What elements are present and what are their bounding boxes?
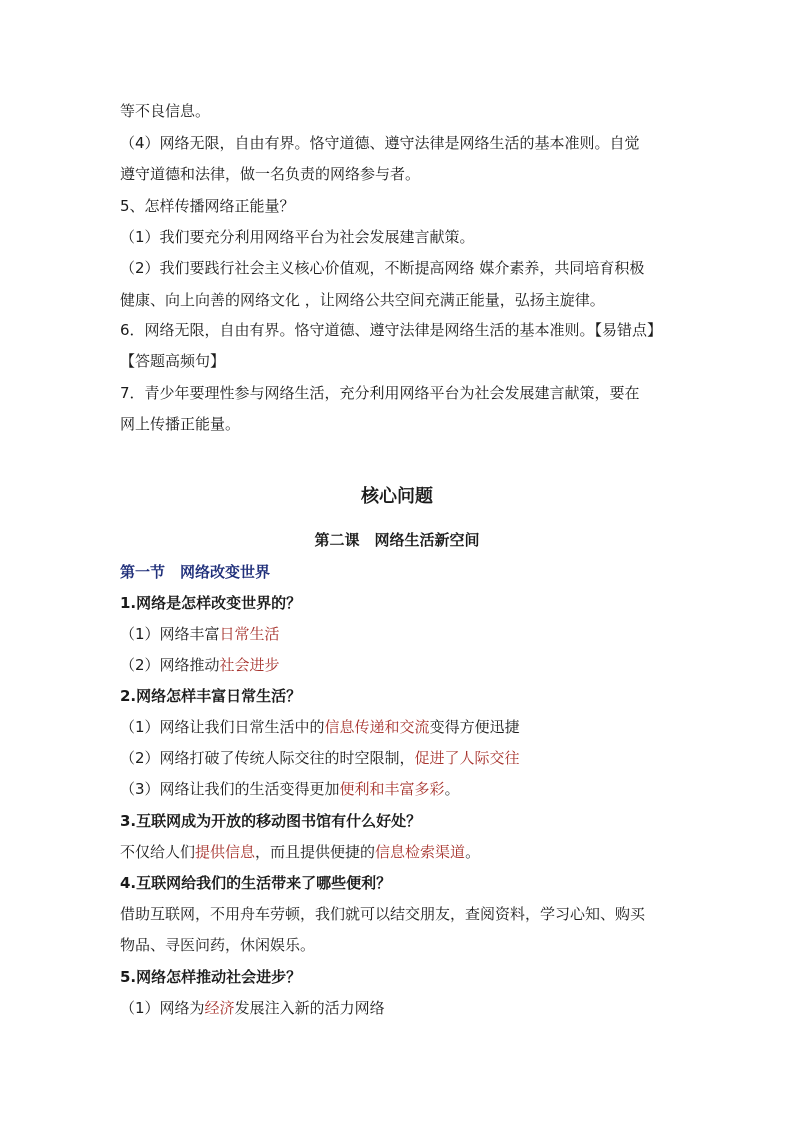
text-line: （1）我们要充分利用网络平台为社会发展建言献策。 bbox=[120, 228, 475, 246]
question-heading: 5、怎样传播网络正能量？ bbox=[120, 197, 295, 215]
question-heading: 1.网络是怎样改变世界的？ bbox=[120, 594, 302, 612]
question-heading: 5.网络怎样推动社会进步？ bbox=[120, 968, 302, 986]
question-heading: 2.网络怎样丰富日常生活？ bbox=[120, 687, 302, 705]
section-heading: 第一节 网络改变世界 bbox=[120, 563, 271, 581]
answer-line: （1）网络为经济发展注入新的活力网络 bbox=[120, 999, 385, 1017]
key-term: 日常生活 bbox=[219, 625, 280, 643]
answer-line: （1）网络让我们日常生活中的信息传递和交流变得方便迅捷 bbox=[120, 718, 520, 736]
text-line: 7．青少年要理性参与网络生活，充分利用网络平台为社会发展建言献策，要在 bbox=[120, 384, 640, 402]
text-line: 健康、向上向善的网络文化 ，让网络公共空间充满正能量，弘扬主旋律。 bbox=[120, 291, 605, 309]
text-line: 遵守道德和法律，做一名负责的网络参与者。 bbox=[120, 165, 421, 183]
key-term: 信息传递和交流 bbox=[324, 718, 430, 736]
answer-line: （2）网络打破了传统人际交往的时空限制，促进了人际交往 bbox=[120, 749, 520, 767]
question-heading: 3.互联网成为开放的移动图书馆有什么好处？ bbox=[120, 812, 422, 830]
answer-line: （1）网络丰富日常生活 bbox=[120, 625, 280, 643]
answer-line: （3）网络让我们的生活变得更加便利和丰富多彩。 bbox=[120, 780, 460, 798]
key-term: 便利和丰富多彩 bbox=[339, 780, 445, 798]
answer-line: 物品、寻医问药，休闲娱乐。 bbox=[120, 936, 316, 954]
text-line: 【答题高频句】 bbox=[120, 352, 226, 370]
page-title: 核心问题 bbox=[361, 486, 433, 507]
text-line: 等不良信息。 bbox=[120, 102, 211, 120]
text-line: 网上传播正能量。 bbox=[120, 415, 241, 433]
key-term: 信息检索渠道 bbox=[375, 843, 466, 861]
answer-line: 借助互联网，不用舟车劳顿，我们就可以结交朋友，查阅资料，学习心知、购买 bbox=[120, 905, 646, 923]
key-term: 提供信息 bbox=[195, 843, 256, 861]
text-line: （4）网络无限，自由有界。恪守道德、遵守法律是网络生活的基本准则。自觉 bbox=[120, 134, 640, 152]
key-term: 经济 bbox=[204, 999, 235, 1017]
question-heading: 4.互联网给我们的生活带来了哪些便利？ bbox=[120, 874, 392, 892]
key-term: 社会进步 bbox=[219, 656, 280, 674]
text-line: 6．网络无限，自由有界。恪守道德、遵守法律是网络生活的基本准则。【易错点】 bbox=[120, 321, 663, 339]
key-term: 促进了人际交往 bbox=[414, 749, 520, 767]
lesson-title: 第二课 网络生活新空间 bbox=[314, 531, 480, 549]
answer-line: 不仅给人们提供信息，而且提供便捷的信息检索渠道。 bbox=[120, 843, 481, 861]
answer-line: （2）网络推动社会进步 bbox=[120, 656, 280, 674]
text-line: （2）我们要践行社会主义核心价值观，不断提高网络 媒介素养，共同培育积极 bbox=[120, 259, 645, 277]
